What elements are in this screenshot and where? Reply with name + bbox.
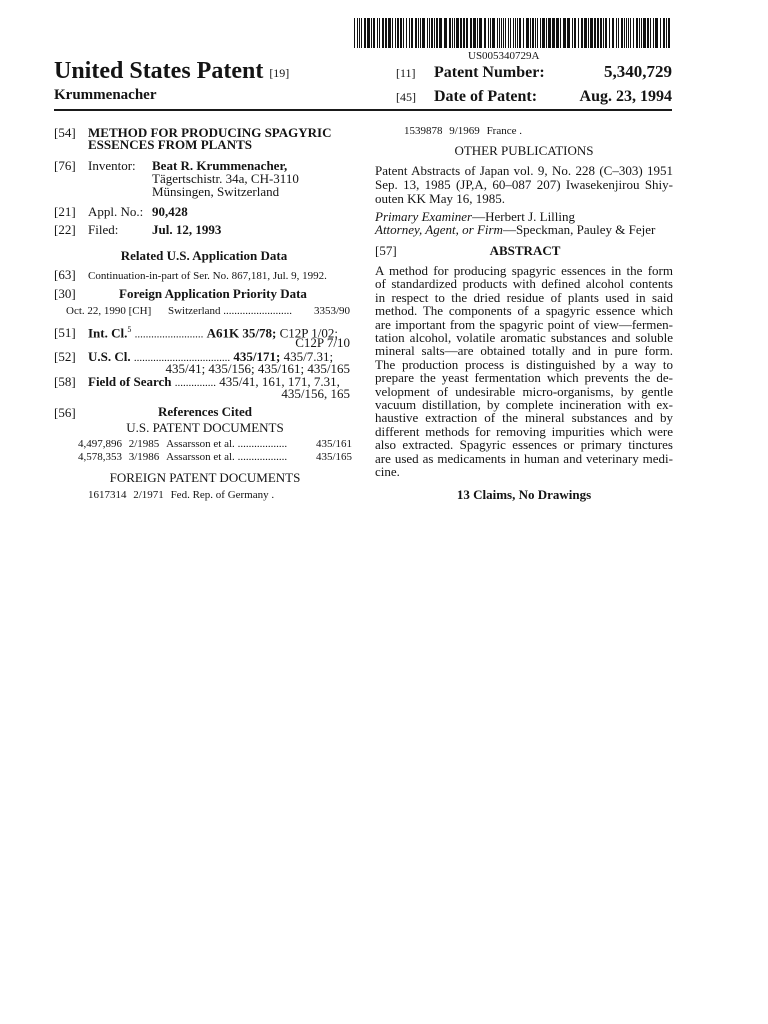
- other-pubs-line: Patent Abstracts of Japan vol. 9, No. 228 (C–303) 1951: [375, 163, 673, 178]
- appl-no-label: Appl. No.:: [88, 204, 144, 219]
- other-pubs-line: outen KK May 16, 1985.: [375, 191, 505, 206]
- abstract-line: method. The components of a spagyric essence which: [375, 303, 673, 319]
- int-cl-main: A61K 35/78;: [206, 325, 277, 341]
- foreign-doc-number: 1617314: [88, 489, 127, 501]
- title-line-1: METHOD FOR PRODUCING SPAGYRIC: [88, 125, 332, 140]
- abstract-line: mineral salts—are obtained totally and in pure form.: [375, 343, 673, 359]
- other-publications-title: OTHER PUBLICATIONS: [454, 143, 594, 158]
- foreign-doc-date: 9/1969: [449, 125, 480, 137]
- int-cl-continuation: C12P 7/10: [295, 335, 350, 350]
- attorney: [375, 223, 655, 237]
- field-of-search-values: 435/41, 161, 171, 7.31,: [216, 374, 340, 389]
- title-text: United States Patent: [54, 58, 264, 84]
- references-title: References Cited: [158, 404, 252, 419]
- foreign-doc-row: [88, 489, 274, 501]
- us-doc-row: [78, 438, 352, 451]
- abstract-line: haustive extraction of the mineral substances and by: [375, 410, 673, 426]
- patent-number-value: 5,340,729: [604, 62, 672, 81]
- field-of-search-dots: ...............: [174, 377, 217, 389]
- attorney-label: Attorney, Agent, or Firm: [375, 222, 503, 237]
- filed-value: Jul. 12, 1993: [152, 222, 222, 237]
- us-doc-row: [78, 451, 352, 464]
- us-cl-label: U.S. Cl.: [88, 349, 131, 364]
- us-doc-date: 2/1985: [128, 438, 160, 450]
- field-of-search-continuation: 435/156, 165: [281, 386, 350, 401]
- inventor-name: Beat R. Krummenacher,: [152, 158, 288, 173]
- priority-dots: .........................: [223, 305, 293, 317]
- date-code: [45]: [396, 90, 416, 104]
- us-doc-dots: ..................: [237, 450, 288, 463]
- abstract-line: cine.: [375, 464, 400, 480]
- field-30: [54, 287, 88, 301]
- inventor-address-2: Münsingen, Switzerland: [152, 184, 280, 199]
- patent-number-code: [11]: [396, 66, 416, 80]
- claims-summary: 13 Claims, No Drawings: [456, 487, 592, 502]
- us-doc-class: 435/161: [315, 438, 352, 450]
- us-documents-title: U.S. PATENT DOCUMENTS: [126, 420, 284, 435]
- us-doc-date: 3/1986: [128, 450, 160, 463]
- field-21: [54, 205, 143, 219]
- foreign-doc-date: 2/1971: [133, 489, 164, 501]
- attorney-name: —Speckman, Pauley & Fejer: [502, 222, 656, 237]
- abstract-line: prepare the yeast fermentation which prevents the de-: [375, 370, 673, 386]
- us-doc-class: 435/165: [315, 450, 352, 463]
- field-63: [54, 268, 327, 283]
- field-22: [54, 223, 118, 237]
- int-cl-dots: .........................: [134, 328, 204, 341]
- foreign-doc-number: 1539878: [404, 125, 443, 137]
- title-line-2: ESSENCES FROM PLANTS: [88, 137, 252, 152]
- int-cl-label: Int. Cl.: [88, 325, 128, 341]
- abstract-title: ABSTRACT: [489, 243, 561, 258]
- us-doc-number: 4,578,353: [78, 450, 122, 463]
- us-doc-name: Assarsson et al.: [166, 450, 235, 463]
- continuation-text: Continuation-in-part of Ser. No. 867,181, Jul. 9, 1992.: [88, 270, 327, 282]
- field-76-code: [76]: [54, 158, 76, 173]
- date-label: Date of Patent:: [434, 88, 538, 105]
- priority-title: Foreign Application Priority Data: [119, 286, 307, 301]
- us-doc-dots: ..................: [237, 438, 288, 450]
- foreign-doc-country: Fed. Rep. of Germany .: [170, 489, 275, 501]
- int-cl-secondary: C12P 1/02;: [276, 325, 338, 341]
- priority-number: 3353/90: [313, 305, 350, 317]
- inventor-surname: Krummenacher: [54, 87, 157, 103]
- inventor-label: Inventor:: [88, 158, 136, 173]
- title-code: [19]: [269, 66, 290, 80]
- foreign-doc-row-2: [404, 125, 522, 137]
- header-rule: [54, 109, 672, 111]
- field-22-code: [22]: [54, 222, 76, 237]
- int-cl-superscript: 5: [127, 325, 132, 334]
- filed-label: Filed:: [88, 222, 119, 237]
- abstract-line: The production process is distinguished by a way to: [375, 356, 673, 372]
- field-58-code: [58]: [54, 374, 76, 389]
- us-cl-continuation: 435/41; 435/156; 435/161; 435/165: [165, 361, 350, 376]
- document-title: [54, 58, 289, 85]
- foreign-documents-title: FOREIGN PATENT DOCUMENTS: [109, 470, 301, 485]
- field-76: [54, 159, 136, 173]
- abstract-line: A method for producing spagyric essences in the form: [375, 263, 673, 278]
- examiner-name: —Herbert J. Lilling: [472, 209, 576, 224]
- us-cl-secondary: 435/7.31;: [280, 349, 334, 364]
- abstract-line: vacuum distillation, by complete incineration with ex-: [375, 397, 673, 413]
- field-54-code: [54]: [54, 125, 76, 140]
- us-cl-dots: ...................................: [133, 352, 231, 364]
- abstract-body: [375, 264, 673, 479]
- abstract-line: of standardized products with defined alcohol contents: [375, 276, 673, 292]
- abstract-line: velopment of undesirable micro-organisms, by gentle: [375, 383, 673, 399]
- field-21-code: [21]: [54, 204, 76, 219]
- field-of-search-label: Field of Search: [88, 374, 172, 389]
- us-doc-number: 4,497,896: [78, 438, 122, 450]
- appl-no-value: 90,428: [152, 204, 188, 219]
- field-51-code: [51]: [54, 325, 76, 341]
- abstract-line: also extracted. Spagyric essences or primary tinctures: [375, 437, 673, 453]
- field-52-code: [52]: [54, 349, 76, 364]
- barcode-image: [354, 18, 672, 48]
- priority-date: Oct. 22, 1990 [CH]: [66, 305, 152, 317]
- abstract-line: are used as medicaments in human and veterinary medi-: [375, 450, 673, 466]
- abstract-code: [57]: [375, 243, 397, 258]
- abstract-line: in respect to the dried residue of plants used in said: [375, 289, 673, 305]
- related-data-title: Related U.S. Application Data: [120, 248, 288, 263]
- field-63-code: [63]: [54, 267, 76, 282]
- other-pubs-line: Sep. 13, 1985 (JP,A, 60–087 207) Iwasekenjirou Shiy-: [375, 177, 673, 192]
- us-cl-main: 435/171;: [233, 349, 281, 364]
- us-documents-list: [78, 438, 352, 463]
- foreign-doc-country: France .: [486, 125, 522, 137]
- field-30-code: [30]: [54, 286, 76, 301]
- abstract-line: are important from the spagyric point of view—fermen-: [375, 316, 673, 332]
- priority-row: [66, 305, 350, 317]
- inventor-address-1: Tägertschistr. 34a, CH-3110: [152, 171, 299, 186]
- field-56-code: [56]: [54, 405, 76, 420]
- us-doc-name: Assarsson et al.: [166, 438, 235, 450]
- field-56: [54, 406, 88, 420]
- abstract-line: tation alcohol, volatile aromatic substances and soluble: [375, 330, 673, 346]
- priority-country: Switzerland: [168, 305, 221, 317]
- abstract-line: different methods for removing impurities which were: [375, 423, 673, 439]
- date-value: Aug. 23, 1994: [579, 88, 672, 105]
- other-publications-body: [375, 164, 673, 206]
- patent-number-label: Patent Number:: [434, 64, 545, 81]
- examiner-label: Primary Examiner: [375, 209, 473, 224]
- barcode-number: US005340729A: [468, 50, 540, 62]
